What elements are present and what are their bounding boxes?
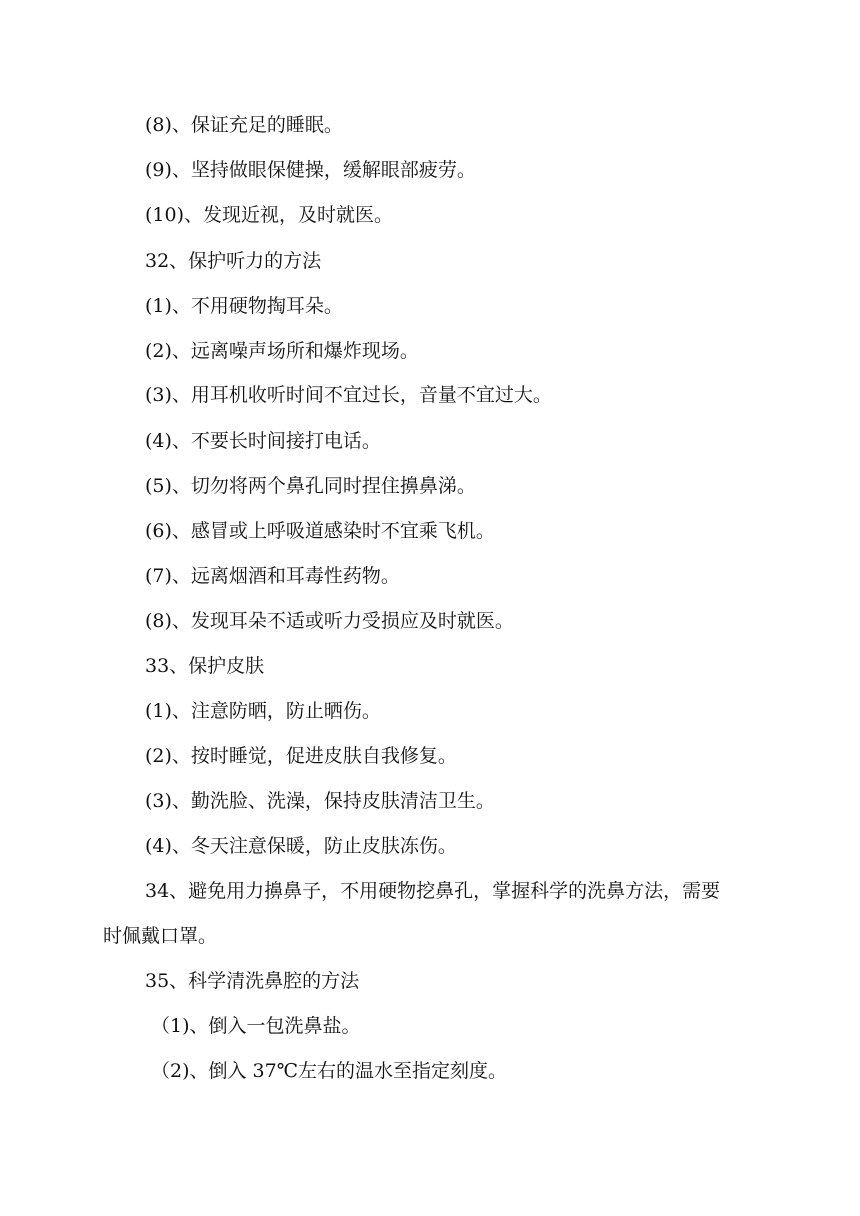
list-item: (8)、保证充足的睡眠。: [145, 114, 343, 136]
list-item: (9)、坚持做眼保健操，缓解眼部疲劳。: [145, 159, 476, 181]
section-heading: 33、保护皮肤: [145, 655, 265, 677]
list-item: （2)、倒入 37℃左右的温水至指定刻度。: [151, 1060, 507, 1082]
section-heading: 35、科学清洗鼻腔的方法: [145, 970, 360, 992]
list-item: (6)、感冒或上呼吸道感染时不宜乘飞机。: [145, 520, 495, 542]
paragraph-line: 时佩戴口罩。: [103, 925, 218, 947]
list-item: (2)、远离噪声场所和爆炸现场。: [145, 340, 419, 362]
list-item: (1)、注意防晒，防止晒伤。: [145, 700, 381, 722]
list-item: （1)、倒入一包洗鼻盐。: [151, 1015, 361, 1037]
list-item: (3)、勤洗脸、洗澡，保持皮肤清洁卫生。: [145, 790, 495, 812]
list-item: (3)、用耳机收听时间不宜过长，音量不宜过大。: [145, 384, 552, 406]
list-item: (1)、不用硬物掏耳朵。: [145, 295, 343, 317]
list-item: (5)、切勿将两个鼻孔同时捏住擤鼻涕。: [145, 475, 476, 497]
paragraph-line: 34、避免用力擤鼻子，不用硬物挖鼻孔，掌握科学的洗鼻方法，需要: [145, 880, 721, 902]
list-item: (7)、远离烟酒和耳毒性药物。: [145, 565, 400, 587]
list-item: (4)、不要长时间接打电话。: [145, 430, 381, 452]
list-item: (4)、冬天注意保暖，防止皮肤冻伤。: [145, 835, 457, 857]
list-item: (8)、发现耳朵不适或听力受损应及时就医。: [145, 610, 514, 632]
section-heading: 32、保护听力的方法: [145, 250, 322, 272]
list-item: (2)、按时睡觉，促进皮肤自我修复。: [145, 745, 457, 767]
list-item: (10)、发现近视，及时就医。: [145, 204, 394, 226]
